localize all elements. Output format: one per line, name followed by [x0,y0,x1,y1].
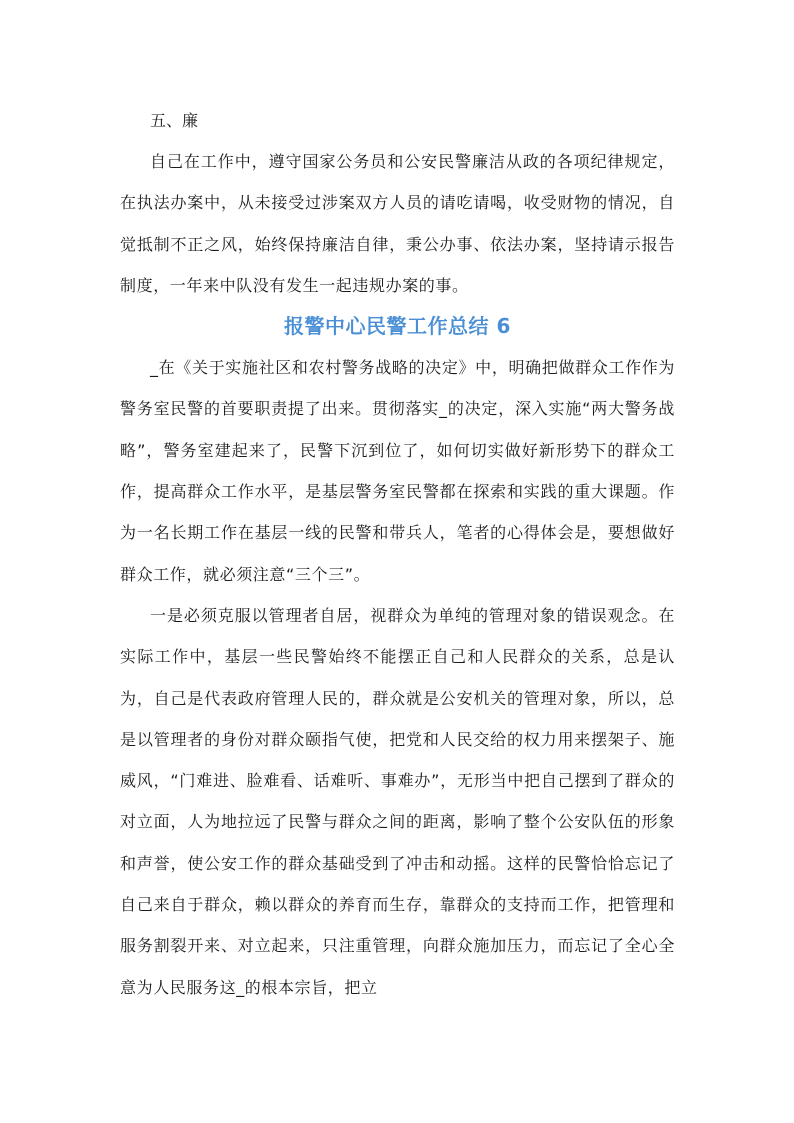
document-body [120,100,675,1008]
article-paragraph-2: 一是必须克服以管理者自居，视群众为单纯的管理对象的错误观念。在实际工作中，基层一些民警始终不能摆正自己和人民群众的关系，总是认为，自己是代表政府管理人民的，群众就是公安机关的管理对象，所以，总是以管理者的身份对群众颐指气使，把党和人民交给的权力用来摆架子、施威风，“门难进、脸难看、话难听、事难办”，无形当中把自己摆到了群众的对立面，人为地拉远了民警与群众之间的距离，影响了整个公安队伍的形象和声誉，使公安工作的群众基础受到了冲击和动摇。这样的民警恰恰忘记了自己来自于群众，赖以群众的养育而生存，靠群众的支持而工作，把管理和服务割裂开来、对立起来，只注重管理，向群众施加压力，而忘记了全心全意为人民服务这_的根本宗旨，把立 [120,605,675,997]
article-title: 报警中心民警工作总结 6 [284,314,511,339]
article-paragraph-1: _在《关于实施社区和农村警务战略的决定》中，明确把做群众工作作为警务室民警的首要职责提了出来。贯彻落实_的决定，深入实施“两大警务战略”，警务室建起来了，民警下沉到位了，如何切实做好新形势下的群众工作，提高群众工作水平，是基层警务室民警都在探索和实践的重大课题。作为一名长期工作在基层一线的民警和带兵人，笔者的心得体会是，要想做好群众工作，就必须注意“三个三”。 [120,358,675,584]
section-heading: 五、廉 [150,111,199,130]
section-paragraph: 自己在工作中，遵守国家公务员和公安民警廉洁从政的各项纪律规定，在执法办案中，从未接受过涉案双方人员的请吃请喝，收受财物的情况，自觉抵制不正之风，始终保持廉洁自律，秉公办事、依法办案，坚持请示报告制度，一年来中队没有发生一起违规办案的事。 [120,152,675,295]
